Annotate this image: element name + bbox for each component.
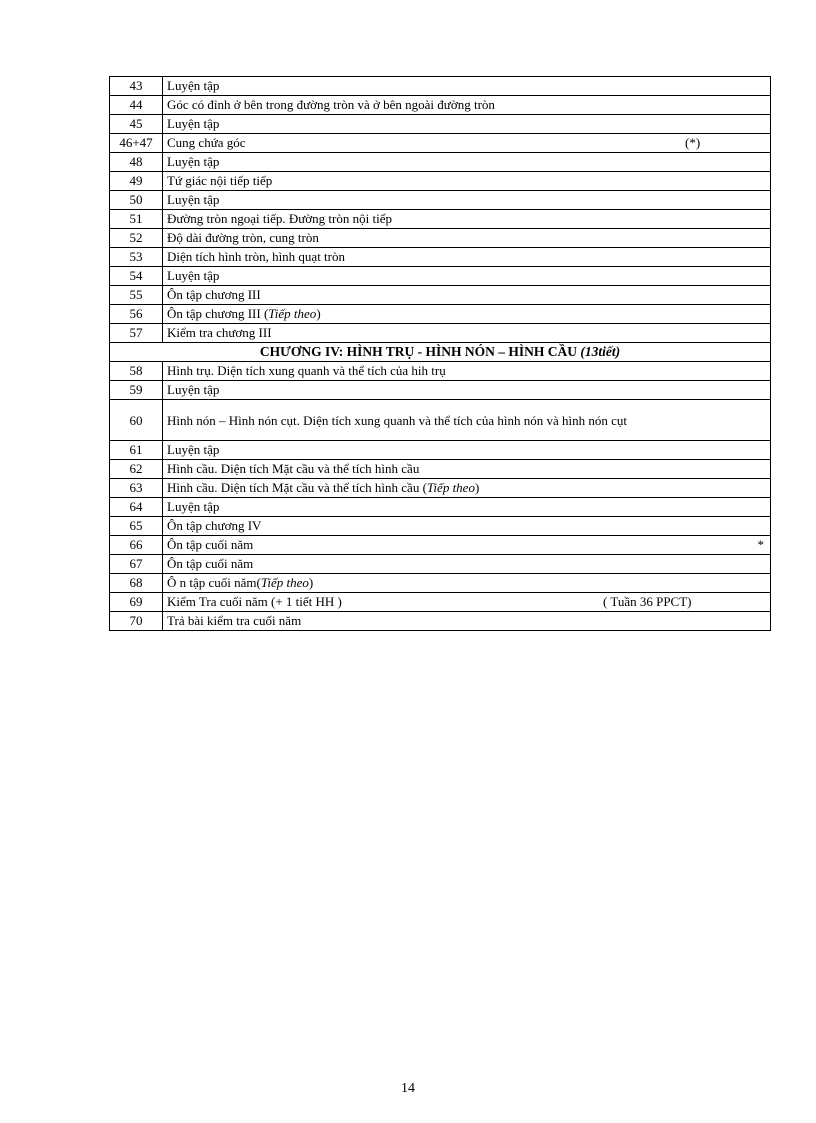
lesson-number: 70 [110, 612, 163, 631]
lesson-plan-table [109, 76, 771, 631]
table-row [110, 574, 771, 593]
lesson-number: 64 [110, 498, 163, 517]
lesson-number: 43 [110, 77, 163, 96]
table-row [110, 96, 771, 115]
lesson-title: Luyện tập [163, 267, 771, 286]
table-row [110, 172, 771, 191]
table-row [110, 153, 771, 172]
lesson-title-suffix: ) [474, 480, 480, 495]
lesson-number: 58 [110, 362, 163, 381]
lesson-title: Luyện tập [163, 498, 771, 517]
lesson-number: 56 [110, 305, 163, 324]
lesson-title: Ôn tập chương IV [163, 517, 771, 536]
lesson-title: Diện tích hình tròn, hình quạt tròn [163, 248, 771, 267]
lesson-title: Ôn tập chương III [163, 286, 771, 305]
lesson-number: 61 [110, 441, 163, 460]
lesson-number: 55 [110, 286, 163, 305]
lesson-title-italic: Tiếp theo [260, 575, 309, 590]
lesson-title-cell [163, 479, 771, 498]
table-row [110, 248, 771, 267]
lesson-note: (*) [685, 135, 701, 150]
lesson-title: Hình trụ. Diện tích xung quanh và thể tích của hih trụ [163, 362, 771, 381]
lesson-number: 46+47 [110, 134, 163, 153]
table-row [110, 479, 771, 498]
lesson-number: 49 [110, 172, 163, 191]
table-row [110, 324, 771, 343]
lesson-note: * [757, 537, 764, 552]
lesson-title: Luyện tập [163, 153, 771, 172]
chapter-heading-row [110, 343, 771, 362]
table-row [110, 229, 771, 248]
lesson-number: 57 [110, 324, 163, 343]
lesson-title: Luyện tập [163, 381, 771, 400]
lesson-number: 66 [110, 536, 163, 555]
lesson-title: Hình nón – Hình nón cụt. Diện tích xung quanh và thể tích của hình nón và hình nón cụt [163, 400, 771, 441]
lesson-number: 65 [110, 517, 163, 536]
lesson-number: 68 [110, 574, 163, 593]
lesson-number: 52 [110, 229, 163, 248]
lesson-title: Kiểm Tra cuối năm (+ 1 tiết HH ) [167, 594, 342, 609]
lesson-number: 48 [110, 153, 163, 172]
lesson-title: Luyện tập [163, 441, 771, 460]
lesson-title: Trả bài kiểm tra cuối năm [163, 612, 771, 631]
lesson-title: Tứ giác nội tiếp tiếp [163, 172, 771, 191]
lesson-title-italic: Tiếp theo [268, 306, 317, 321]
lesson-number: 54 [110, 267, 163, 286]
lesson-title: Luyện tập [163, 115, 771, 134]
lesson-title: Độ dài đường tròn, cung tròn [163, 229, 771, 248]
table-row [110, 460, 771, 479]
lesson-title: Ôn tập cuối năm [163, 555, 771, 574]
lesson-number: 59 [110, 381, 163, 400]
lesson-title-suffix: ) [308, 575, 314, 590]
lesson-title-cell [163, 574, 771, 593]
lesson-title: Luyện tập [163, 191, 771, 210]
lesson-title: Hình cầu. Diện tích Mặt cầu và thể tích hình cầu ( [167, 480, 427, 495]
table-row [110, 400, 771, 441]
table-row [110, 381, 771, 400]
table-row [110, 210, 771, 229]
table-row [110, 441, 771, 460]
lesson-title-cell [163, 134, 771, 153]
lesson-title: Đường tròn ngoại tiếp. Đường tròn nội tiếp [163, 210, 771, 229]
lesson-note: ( Tuần 36 PPCT) [603, 594, 692, 609]
table-row [110, 115, 771, 134]
lesson-title-cell [163, 305, 771, 324]
table-row [110, 517, 771, 536]
chapter-heading [110, 343, 771, 362]
table-row [110, 267, 771, 286]
lesson-number: 62 [110, 460, 163, 479]
lesson-title: Ôn tập cuối năm [167, 537, 254, 552]
lesson-number: 67 [110, 555, 163, 574]
lesson-number: 44 [110, 96, 163, 115]
lesson-number: 51 [110, 210, 163, 229]
lesson-number: 45 [110, 115, 163, 134]
lesson-title: Ôn tập chương III ( [167, 306, 269, 321]
lesson-title-cell [163, 593, 771, 612]
table-row [110, 286, 771, 305]
table-row [110, 612, 771, 631]
chapter-heading-lessons: (13tiết) [580, 344, 621, 359]
lesson-title: Luyện tập [163, 77, 771, 96]
lesson-title: Cung chứa góc [167, 135, 246, 150]
lesson-title-italic: Tiếp theo [426, 480, 475, 495]
table-row [110, 77, 771, 96]
table-row [110, 191, 771, 210]
table-row [110, 498, 771, 517]
lesson-title: Hình cầu. Diện tích Mặt cầu và thể tích hình cầu [163, 460, 771, 479]
table-row [110, 305, 771, 324]
lesson-number: 53 [110, 248, 163, 267]
lesson-title-suffix: ) [316, 306, 321, 321]
table-row [110, 134, 771, 153]
lesson-number: 69 [110, 593, 163, 612]
table-row [110, 555, 771, 574]
table-row [110, 593, 771, 612]
lesson-title: Góc có đỉnh ở bên trong đường tròn và ở bên ngoài đường tròn [163, 96, 771, 115]
chapter-heading-text: CHƯƠNG IV: HÌNH TRỤ - HÌNH NÓN – HÌNH CẦU [259, 344, 581, 359]
lesson-number: 50 [110, 191, 163, 210]
lesson-number: 60 [110, 400, 163, 441]
lesson-title: Kiểm tra chương III [163, 324, 771, 343]
lesson-number: 63 [110, 479, 163, 498]
lesson-title-cell [163, 536, 771, 555]
table-row [110, 362, 771, 381]
page-number: 14 [401, 1081, 415, 1096]
table-row [110, 536, 771, 555]
lesson-title: Ô n tập cuối năm( [167, 575, 261, 590]
